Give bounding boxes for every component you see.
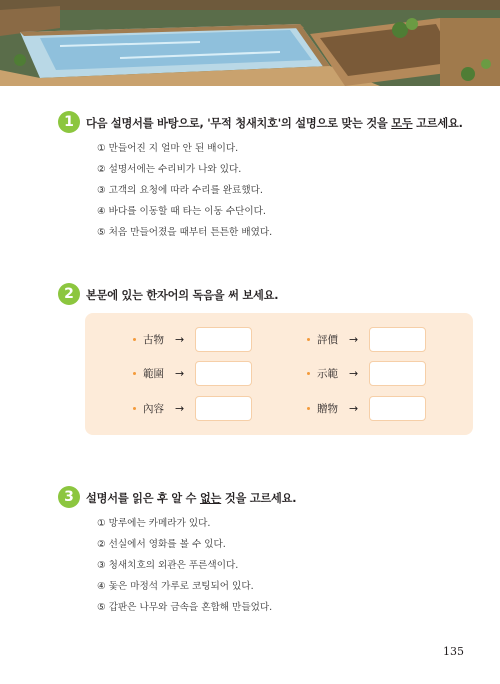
hanja-item-3 bbox=[133, 360, 252, 387]
option-item[interactable]: ⑤ 갑판은 나무와 금속을 혼합해 만들었다. bbox=[97, 602, 273, 613]
hanja-word: 範圍 bbox=[143, 368, 164, 380]
question-1-options bbox=[97, 142, 272, 247]
arrow-right-icon: → bbox=[349, 333, 359, 346]
page-number: 135 bbox=[443, 645, 464, 658]
answer-box[interactable] bbox=[369, 396, 426, 421]
arrow-right-icon: → bbox=[175, 402, 185, 415]
option-item[interactable]: ④ 바다를 이동할 때 타는 이동 수단이다. bbox=[97, 206, 266, 217]
arrow-right-icon: → bbox=[175, 367, 185, 380]
option-item[interactable]: ③ 청새치호의 외관은 푸른색이다. bbox=[97, 560, 239, 571]
hanja-item-4 bbox=[307, 360, 426, 387]
option-item[interactable]: ③ 고객의 요청에 따라 수리를 완료했다. bbox=[97, 185, 263, 196]
question-3-number-badge: 3 bbox=[58, 486, 80, 508]
answer-box[interactable] bbox=[369, 327, 426, 352]
answer-box[interactable] bbox=[195, 361, 252, 386]
arrow-right-icon: → bbox=[349, 402, 359, 415]
hanja-answer-panel bbox=[85, 313, 473, 435]
hanja-word: 內容 bbox=[143, 403, 164, 415]
answer-box[interactable] bbox=[195, 396, 252, 421]
hanja-item-6 bbox=[307, 395, 426, 422]
bullet-icon bbox=[133, 407, 136, 410]
question-1-number-badge: 1 bbox=[58, 111, 80, 133]
answer-box[interactable] bbox=[369, 361, 426, 386]
hanja-item-2 bbox=[307, 326, 426, 353]
arrow-right-icon: → bbox=[175, 333, 185, 346]
bullet-icon bbox=[307, 407, 310, 410]
option-item[interactable]: ⑤ 처음 만들어졌을 때부터 튼튼한 배였다. bbox=[97, 227, 273, 238]
arrow-right-icon: → bbox=[349, 367, 359, 380]
bullet-icon bbox=[307, 372, 310, 375]
bullet-icon bbox=[307, 338, 310, 341]
hanja-item-1 bbox=[133, 326, 252, 353]
question-2-text: 본문에 있는 한자어의 독음을 써 보세요. bbox=[86, 289, 279, 302]
hanja-word: 評價 bbox=[317, 334, 338, 346]
bullet-icon bbox=[133, 372, 136, 375]
question-1-text: 다음 설명서를 바탕으로, '무적 청새치호'의 설명으로 맞는 것을 모두 고르세요. bbox=[86, 117, 463, 130]
answer-box[interactable] bbox=[195, 327, 252, 352]
question-2-number-badge: 2 bbox=[58, 283, 80, 305]
option-item[interactable]: ① 만들어진 지 얼마 안 된 배이다. bbox=[97, 143, 239, 154]
question-3-text: 설명서를 읽은 후 알 수 없는 것을 고르세요. bbox=[86, 492, 297, 505]
hanja-item-5 bbox=[133, 395, 252, 422]
hanja-word: 示範 bbox=[317, 368, 338, 380]
bullet-icon bbox=[133, 338, 136, 341]
option-item[interactable]: ② 선실에서 영화를 볼 수 있다. bbox=[97, 539, 226, 550]
ship-deck-illustration bbox=[0, 0, 500, 86]
hanja-word: 贈物 bbox=[317, 403, 338, 415]
option-item[interactable]: ④ 돛은 마정석 가루로 코팅되어 있다. bbox=[97, 581, 254, 592]
hanja-word: 古物 bbox=[143, 334, 164, 346]
option-item[interactable]: ② 설명서에는 수리비가 나와 있다. bbox=[97, 164, 242, 175]
option-item[interactable]: ① 망루에는 카메라가 있다. bbox=[97, 518, 211, 529]
question-3-options bbox=[97, 517, 272, 622]
